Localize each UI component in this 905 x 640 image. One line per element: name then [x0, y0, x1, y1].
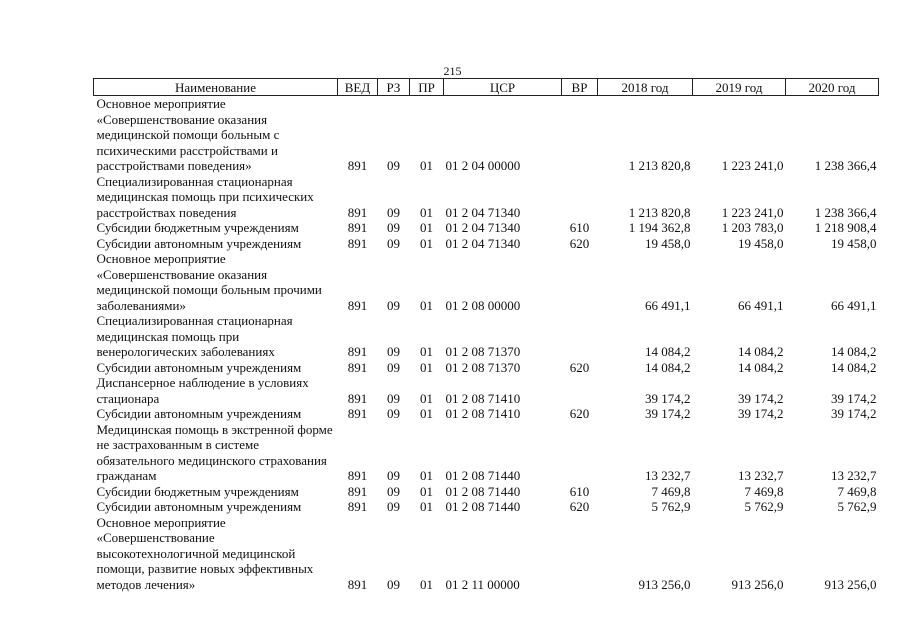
cell-y2020: 913 256,0	[824, 576, 877, 592]
cell-vr	[562, 174, 598, 221]
cell-y2018: 39 174,2	[645, 390, 691, 406]
cell-vr	[562, 515, 598, 593]
cell-vr	[562, 422, 598, 484]
cell-name: Основное мероприятие «Совершенствование оказания медицинской помощи больным с психическими расстройствами и расстройствами поведения»	[96, 96, 280, 173]
budget-table	[93, 78, 879, 592]
header-rz: РЗ	[378, 79, 410, 96]
cell-name: Субсидии бюджетным учреждениям	[96, 483, 299, 499]
cell-ved: 891	[347, 235, 368, 251]
cell-csr: 01 2 08 71440	[445, 468, 521, 483]
cell-y2019: 7 469,8	[744, 483, 784, 499]
cell-pr: 01	[420, 220, 433, 235]
cell-csr: 01 2 08 71370	[445, 359, 521, 375]
cell-pr: 01	[420, 297, 433, 313]
cell-rz: 09	[387, 390, 400, 406]
cell-ved: 891	[347, 576, 368, 592]
cell-y2018: 14 084,2	[645, 359, 691, 375]
cell-pr: 01	[420, 359, 433, 375]
cell-y2018: 1 194 362,8	[628, 220, 691, 235]
cell-y2020: 39 174,2	[831, 390, 877, 406]
cell-csr: 01 2 04 71340	[445, 235, 521, 251]
table-row	[94, 484, 879, 500]
cell-name: Субсидии автономным учреждениям	[96, 235, 302, 251]
cell-rz: 09	[387, 468, 400, 483]
header-pr: ПР	[410, 79, 444, 96]
cell-y2018: 14 084,2	[645, 344, 691, 359]
header-row	[94, 79, 879, 96]
cell-vr	[562, 313, 598, 360]
table-row	[94, 220, 879, 236]
header-2019: 2019 год	[693, 79, 786, 96]
cell-pr: 01	[420, 499, 433, 514]
cell-y2020: 1 238 366,4	[814, 204, 877, 220]
cell-rz: 09	[387, 576, 400, 592]
cell-name: Специализированная стационарная медицинская помощь при психических расстройствах поведения	[96, 173, 314, 220]
cell-vr: 620	[569, 359, 590, 375]
cell-csr: 01 2 08 71370	[445, 344, 521, 359]
cell-rz: 09	[387, 235, 400, 251]
cell-pr: 01	[420, 468, 433, 483]
cell-ved: 891	[347, 406, 368, 421]
cell-ved: 891	[347, 158, 368, 173]
cell-csr: 01 2 08 00000	[445, 297, 521, 313]
cell-y2018: 1 213 820,8	[628, 158, 691, 173]
cell-y2018: 5 762,9	[651, 499, 691, 514]
table-body	[94, 96, 879, 593]
cell-y2018: 1 213 820,8	[628, 204, 691, 220]
cell-ved: 891	[347, 220, 368, 235]
cell-rz: 09	[387, 220, 400, 235]
cell-y2019: 66 491,1	[738, 297, 784, 313]
table-row	[94, 174, 879, 221]
cell-name: Субсидии бюджетным учреждениям	[96, 220, 299, 235]
cell-ved: 891	[347, 297, 368, 313]
cell-y2020: 13 232,7	[831, 468, 877, 483]
cell-vr: 620	[569, 235, 590, 251]
cell-y2019: 1 223 241,0	[721, 158, 784, 173]
cell-rz: 09	[387, 344, 400, 359]
cell-name: Субсидии автономным учреждениям	[96, 359, 302, 375]
header-vr: ВР	[562, 79, 598, 96]
table-row	[94, 236, 879, 252]
cell-name: Основное мероприятие «Совершенствование высокотехнологичной медицинской помощи, развитие новых эффективных методов лечения»	[96, 514, 314, 592]
cell-csr: 01 2 04 71340	[445, 204, 521, 220]
cell-ved: 891	[347, 359, 368, 375]
cell-rz: 09	[387, 406, 400, 421]
cell-csr: 01 2 08 71410	[445, 406, 521, 421]
page-number: 215	[443, 64, 462, 78]
cell-ved: 891	[347, 468, 368, 483]
cell-y2018: 913 256,0	[638, 576, 691, 592]
cell-ved: 891	[347, 499, 368, 514]
header-2020: 2020 год	[786, 79, 879, 96]
cell-rz: 09	[387, 204, 400, 220]
table-row	[94, 406, 879, 422]
header-2018: 2018 год	[598, 79, 693, 96]
cell-y2018: 39 174,2	[645, 406, 691, 421]
cell-pr: 01	[420, 576, 433, 592]
cell-y2018: 66 491,1	[645, 297, 691, 313]
cell-y2020: 1 238 366,4	[814, 158, 877, 173]
cell-y2019: 39 174,2	[738, 406, 784, 421]
cell-csr: 01 2 08 71440	[445, 483, 521, 499]
table-row	[94, 499, 879, 515]
cell-y2018: 13 232,7	[645, 468, 691, 483]
cell-y2020: 66 491,1	[831, 297, 877, 313]
cell-y2020: 14 084,2	[831, 359, 877, 375]
cell-ved: 891	[347, 390, 368, 406]
cell-y2020: 1 218 908,4	[814, 220, 877, 235]
cell-pr: 01	[420, 158, 433, 173]
cell-y2020: 14 084,2	[831, 344, 877, 359]
cell-csr: 01 2 11 00000	[445, 576, 520, 592]
cell-y2020: 19 458,0	[831, 235, 877, 251]
cell-vr: 610	[569, 483, 590, 499]
cell-vr	[562, 96, 598, 174]
cell-y2019: 13 232,7	[738, 468, 784, 483]
cell-csr: 01 2 08 71440	[445, 499, 521, 514]
cell-rz: 09	[387, 297, 400, 313]
cell-y2020: 7 469,8	[837, 483, 877, 499]
cell-vr: 620	[569, 499, 590, 514]
cell-name: Основное мероприятие «Совершенствование оказания медицинской помощи больным прочими заболеваниями»	[96, 251, 322, 313]
table-row	[94, 313, 879, 360]
table-row	[94, 515, 879, 593]
cell-rz: 09	[387, 483, 400, 499]
cell-y2019: 5 762,9	[744, 499, 784, 514]
cell-name: Диспансерное наблюдение в условиях стационара	[96, 375, 309, 406]
cell-ved: 891	[347, 204, 368, 220]
cell-y2019: 19 458,0	[738, 235, 784, 251]
cell-y2019: 1 223 241,0	[721, 204, 784, 220]
table-row	[94, 251, 879, 313]
cell-y2019: 1 203 783,0	[721, 220, 784, 235]
cell-y2019: 913 256,0	[731, 576, 784, 592]
header-csr: ЦСР	[444, 79, 562, 96]
cell-rz: 09	[387, 359, 400, 375]
cell-csr: 01 2 04 00000	[445, 158, 521, 173]
cell-name: Субсидии автономным учреждениям	[96, 406, 302, 421]
cell-pr: 01	[420, 204, 433, 220]
cell-vr: 610	[569, 220, 590, 235]
cell-pr: 01	[420, 406, 433, 421]
header-ved: ВЕД	[338, 79, 378, 96]
cell-pr: 01	[420, 390, 433, 406]
header-name: Наименование	[94, 79, 338, 96]
cell-ved: 891	[347, 344, 368, 359]
cell-y2019: 14 084,2	[738, 359, 784, 375]
table-row	[94, 375, 879, 406]
cell-y2020: 5 762,9	[837, 499, 877, 514]
cell-y2019: 14 084,2	[738, 344, 784, 359]
cell-name: Медицинская помощь в экстренной форме не застрахованным в системе обязательного медицинского страхования гражданам	[96, 421, 333, 483]
cell-name: Субсидии автономным учреждениям	[96, 499, 302, 514]
cell-csr: 01 2 04 71340	[445, 220, 521, 235]
table-row	[94, 422, 879, 484]
cell-csr: 01 2 08 71410	[445, 390, 521, 406]
cell-vr	[562, 251, 598, 313]
cell-rz: 09	[387, 499, 400, 514]
cell-name: Специализированная стационарная медицинская помощь при венерологических заболеваниях	[96, 313, 293, 359]
cell-y2018: 19 458,0	[645, 235, 691, 251]
cell-vr	[562, 375, 598, 406]
table-row	[94, 360, 879, 376]
cell-vr: 620	[569, 406, 590, 421]
cell-rz: 09	[387, 158, 400, 173]
table-row	[94, 96, 879, 174]
cell-pr: 01	[420, 344, 433, 359]
cell-pr: 01	[420, 483, 433, 499]
cell-y2018: 7 469,8	[651, 483, 691, 499]
cell-y2020: 39 174,2	[831, 406, 877, 421]
cell-ved: 891	[347, 483, 368, 499]
cell-pr: 01	[420, 235, 433, 251]
cell-y2019: 39 174,2	[738, 390, 784, 406]
